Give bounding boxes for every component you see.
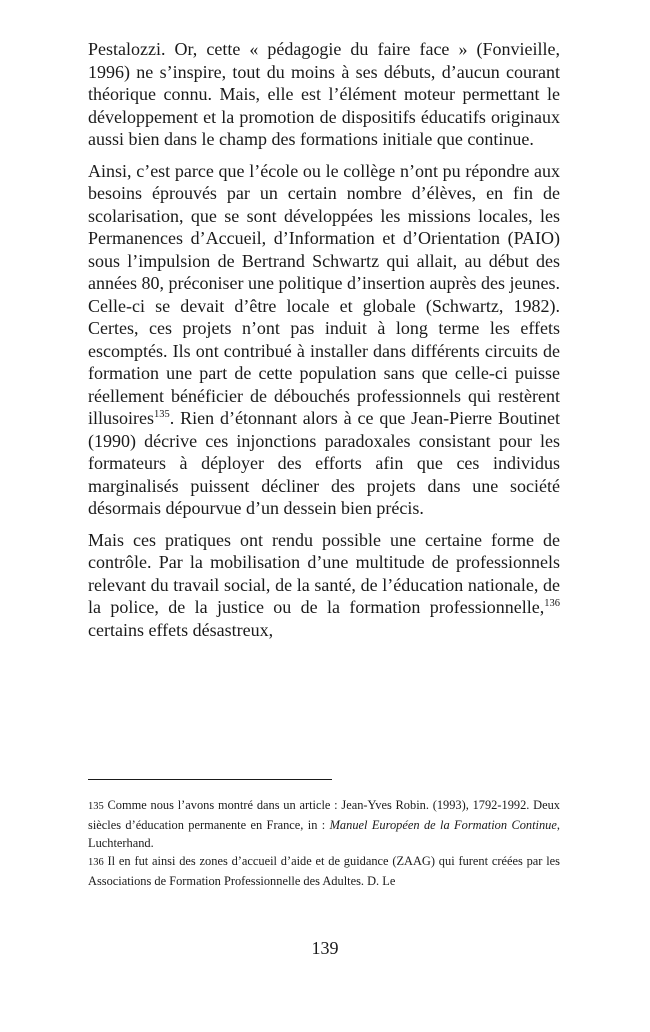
footnote-book-title: Manuel Européen de la Formation Continue: [329, 818, 557, 832]
paragraph-1: Pestalozzi. Or, cette « pédagogie du faire face » (Fonvieille, 1996) ne s’inspire, tout du moins à ses débuts, d’aucun courant théorique connu. Mais, elle est l’élément moteur permettant le développement et la promotion de dispositifs éducatifs originaux aussi bien dans le champ des formations initiale que continue.: [88, 39, 560, 149]
page-number: 139: [311, 938, 339, 958]
paragraph-3: [88, 529, 560, 642]
footnote-text-end: , Luchterhand.: [88, 818, 560, 850]
footnote-136: [88, 852, 560, 890]
footnote-135: [88, 796, 560, 852]
paragraph-2-text-a: Ainsi, c’est parce que l’école ou le collège n’ont pu répondre aux besoins éprouvés par un certain nombre d’élèves, en fin de scolarisation, que se sont développées les missions locales, les Permanences d’Accueil, d’Information et d’Orientation (PAIO) sous l’impulsion de Bertrand Schwartz qui allait, au début des années 80, préconiser une politique d’insertion auprès des jeunes. Celle-ci se devait d’être locale et globale (Schwartz, 1982). Certes, ces projets n’ont pas induit à long terme les effets escomptés. Ils ont contribué à installer dans différents circuits de formation une part de cette population sans que celle-ci puisse réellement bénéficier de débouchés professionnels qui restèrent illusoires: [88, 160, 560, 428]
paragraph-2: [88, 160, 560, 520]
footnotes: [88, 796, 560, 890]
footnote-text: Comme nous l’avons montré dans un article : Jean-Yves Robin. (1993), 1792-1992. Deux siècles d’éducation permanente en France, in :: [88, 798, 560, 832]
main-text: [88, 38, 560, 641]
paragraph-3-text-a: Mais ces pratiques ont rendu possible une certaine forme de contrôle. Par la mobilisation d’une multitude de professionnels relevant du travail social, de la santé, de l’éducation nationale, de la police, de la justice ou de la formation professionnelle,: [88, 529, 560, 617]
footnote-text: Il en fut ainsi des zones d’accueil d’aide et de guidance (ZAAG) qui furent créées par les Associations de Formation Professionnelle des Adultes. D. Le: [88, 854, 560, 888]
footnote-ref-135[interactable]: 135: [154, 409, 170, 420]
footnote-ref-136[interactable]: 136: [544, 598, 560, 609]
paragraph-2-text-b: . Rien d’étonnant alors à ce que Jean-Pierre Boutinet (1990) décrive ces injonctions paradoxales consistant pour les formateurs à déployer des efforts afin que ces individus marginalisés puissent décliner des projets dans une société désormais dépourvue d’un dessein bien précis.: [88, 408, 560, 518]
paragraph-3-text-b: certains effets désastreux,: [88, 619, 274, 640]
footnote-number: 136: [88, 857, 104, 868]
footnote-number: 135: [88, 801, 104, 812]
footnote-separator: [88, 779, 332, 780]
